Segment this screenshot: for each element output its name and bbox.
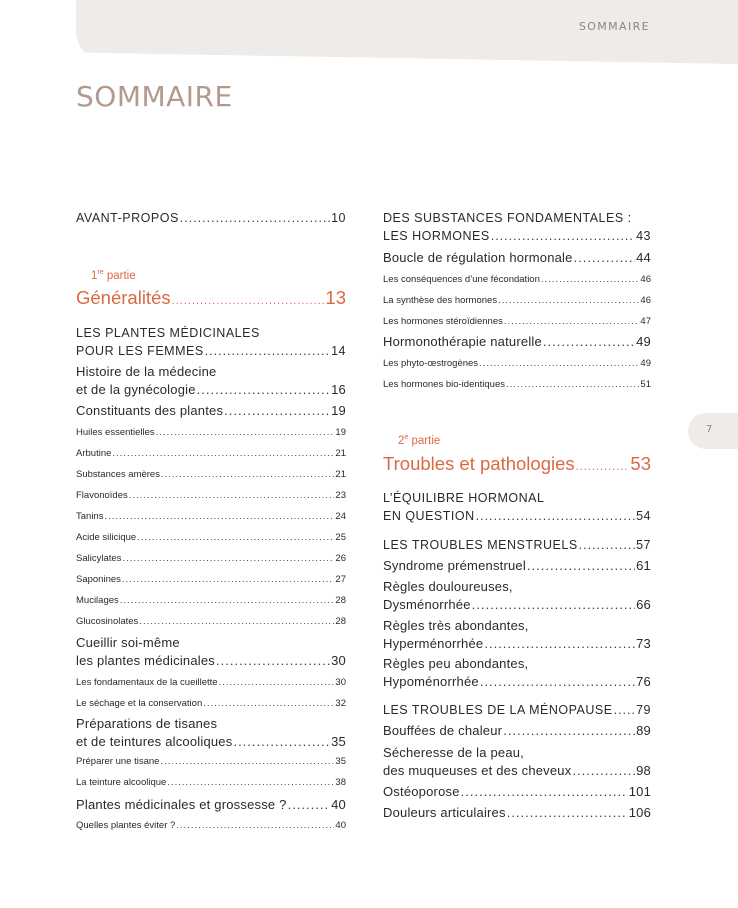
toc-entry-peu-line1: Règles peu abondantes, xyxy=(383,656,529,671)
toc-entry-sub[interactable]: Les conséquences d’une fécondation ..... 46 xyxy=(383,274,651,285)
toc-entry-avant-propos[interactable]: AVANT-PROPOS ..... 10 xyxy=(76,211,346,225)
toc-entry-bouffees[interactable]: Bouffées de chaleur ..... 89 xyxy=(383,723,651,738)
toc-entry-sub[interactable]: Les phyto-œstrogènes ..... 49 xyxy=(383,358,651,369)
toc-entry-sub[interactable]: Mucilages ..... 28 xyxy=(76,595,346,606)
toc-entry-plantes-line1: LES PLANTES MÉDICINALES xyxy=(76,326,260,340)
toc-entry-boucle[interactable]: Boucle de régulation hormonale ..... 44 xyxy=(383,250,651,265)
toc-entry-sub[interactable]: Les hormones stéroïdiennes ..... 47 xyxy=(383,316,651,327)
toc-entry-sub[interactable]: La synthèse des hormones ..... 46 xyxy=(383,295,651,306)
toc-entry-sub[interactable]: Préparer une tisane ..... 35 xyxy=(76,756,346,767)
toc-entry-sub[interactable]: Glucosinolates ..... 28 xyxy=(76,616,346,627)
toc-entry-sub[interactable]: Tanins ..... 24 xyxy=(76,511,346,522)
toc-entry-abondantes-line1: Règles très abondantes, xyxy=(383,618,529,633)
toc-entry-sub[interactable]: Arbutine ..... 21 xyxy=(76,448,346,459)
toc-entry-sub[interactable]: Huiles essentielles ..... 19 xyxy=(76,427,346,438)
toc-entry-substances-line1: DES SUBSTANCES FONDAMENTALES : xyxy=(383,211,632,225)
toc-entry-sub[interactable]: Les hormones bio-identiques ..... 51 xyxy=(383,379,651,390)
toc-entry-sub[interactable]: Saponines ..... 27 xyxy=(76,574,346,585)
toc-entry-osteoporose[interactable]: Ostéoporose ..... 101 xyxy=(383,784,651,799)
toc-entry-sub[interactable]: Les fondamentaux de la cueillette ..... 30 xyxy=(76,677,346,688)
toc-entry-hypermenorrhee[interactable]: Hyperménorrhée ..... 73 xyxy=(383,636,651,651)
toc-entry-sub[interactable]: Substances amères ..... 21 xyxy=(76,469,346,480)
toc-entry-preparations[interactable]: et de teintures alcooliques ..... 35 xyxy=(76,734,346,749)
toc-entry-hormones[interactable]: LES HORMONES ..... 43 xyxy=(383,229,651,243)
running-head: SOMMAIRE xyxy=(578,20,650,33)
toc-entry-sub[interactable]: Acide silicique ..... 25 xyxy=(76,532,346,543)
toc-entry-dysmenorrhee[interactable]: Dysménorrhée ..... 66 xyxy=(383,597,651,612)
toc-entry-sub[interactable]: Le séchage et la conservation ..... 32 xyxy=(76,698,346,709)
toc-entry-sub[interactable]: Flavonoïdes ..... 23 xyxy=(76,490,346,501)
page-number: 7 xyxy=(706,424,713,435)
toc-entry-grossesse[interactable]: Plantes médicinales et grossesse ? ..... 40 xyxy=(76,797,346,812)
toc-entry-cueillir[interactable]: les plantes médicinales ..... 30 xyxy=(76,653,346,668)
toc-entry-secheresse[interactable]: des muqueuses et des cheveux ..... 98 xyxy=(383,763,651,778)
toc-entry-histoire[interactable]: et de la gynécologie ..... 16 xyxy=(76,382,346,397)
part-1-label: 1re partie xyxy=(91,269,136,282)
toc-entry-histoire-line1: Histoire de la médecine xyxy=(76,364,217,379)
toc-entry-sub[interactable]: La teinture alcoolique ..... 38 xyxy=(76,777,346,788)
toc-entry-plantes-medicinales[interactable]: POUR LES FEMMES ..... 14 xyxy=(76,344,346,358)
toc-entry-secheresse-line1: Sécheresse de la peau, xyxy=(383,745,524,760)
toc-entry-douloureuses-line1: Règles douloureuses, xyxy=(383,579,513,594)
toc-entry-hypomenorrhee[interactable]: Hypoménorrhée ..... 76 xyxy=(383,674,651,689)
toc-entry-hormonotherapie[interactable]: Hormonothérapie naturelle ..... 49 xyxy=(383,334,651,349)
toc-entry-menopause[interactable]: LES TROUBLES DE LA MÉNOPAUSE ..... 79 xyxy=(383,703,651,717)
page-number-tab xyxy=(688,413,738,449)
toc-entry-constituants[interactable]: Constituants des plantes ..... 19 xyxy=(76,403,346,418)
toc-entry-sub[interactable]: Salicylates ..... 26 xyxy=(76,553,346,564)
toc-entry-menstruels[interactable]: LES TROUBLES MENSTRUELS ..... 57 xyxy=(383,538,651,552)
toc-entry-douleurs[interactable]: Douleurs articulaires ..... 106 xyxy=(383,805,651,820)
part-2-label: 2e partie xyxy=(398,434,441,447)
toc-entry-cueillir-line1: Cueillir soi-même xyxy=(76,635,180,650)
page-title: SOMMAIRE xyxy=(76,80,233,113)
toc-entry-equilibre-line1: L’ÉQUILIBRE HORMONAL xyxy=(383,491,545,505)
toc-entry-generalites[interactable]: Généralités ..... 13 xyxy=(76,287,346,309)
toc-entry-equilibre[interactable]: EN QUESTION ..... 54 xyxy=(383,509,651,523)
toc-entry-syndrome[interactable]: Syndrome prémenstruel ..... 61 xyxy=(383,558,651,573)
toc-entry-sub[interactable]: Quelles plantes éviter ? ..... 40 xyxy=(76,820,346,831)
toc-entry-troubles-pathologies[interactable]: Troubles et pathologies ..... 53 xyxy=(383,453,651,475)
toc-entry-preparations-line1: Préparations de tisanes xyxy=(76,716,218,731)
